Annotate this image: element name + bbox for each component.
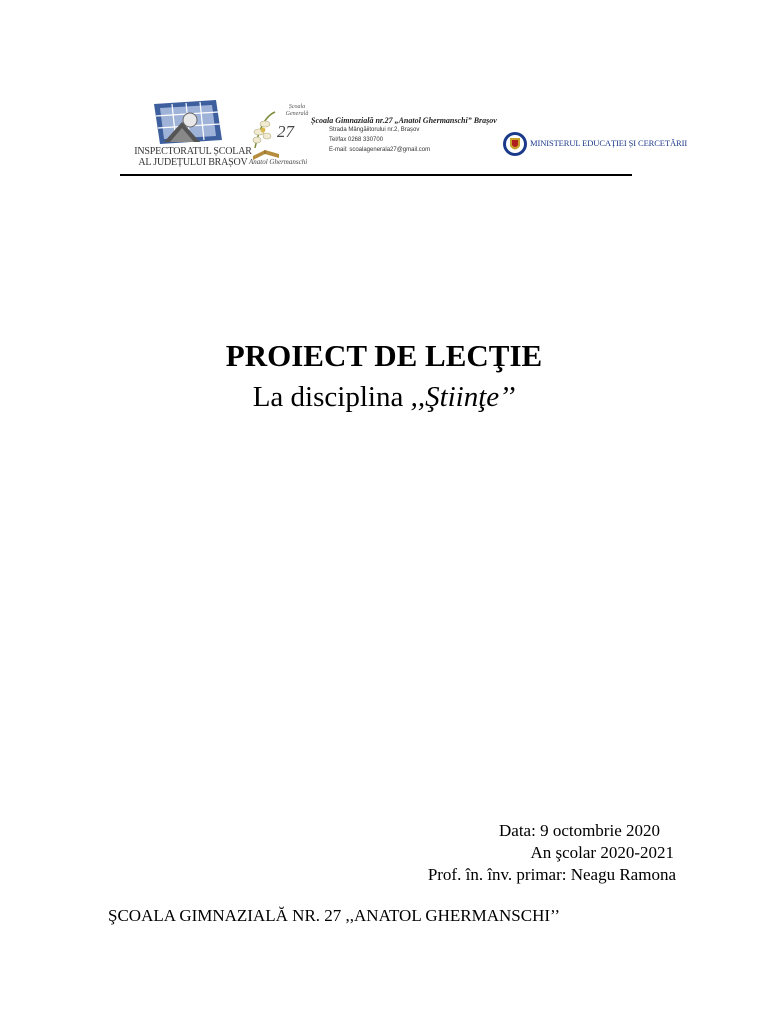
- school-email: E-mail: scoalagenerala27@gmail.com: [329, 147, 431, 153]
- school-name: Școala Gimnazială nr.27 „Anatol Ghermanschi” Brașov: [311, 116, 497, 125]
- subject-name: ,,Ştiinţe’’: [410, 381, 516, 413]
- school-year: An şcolar 2020-2021: [530, 843, 674, 862]
- ministry-crest-icon: [502, 126, 528, 162]
- teacher-name: Prof. în. înv. primar: Neagu Ramona: [427, 865, 676, 884]
- school-logo-text: Școala Generală: [285, 104, 309, 117]
- school-logo-number: 27: [277, 122, 294, 141]
- school-address: Strada Mângăiitorului nr.2, Brașov: [329, 127, 420, 133]
- document-title: PROIECT DE LECŢIE: [225, 338, 543, 373]
- ministry-name: MINISTERUL EDUCAȚIEI ȘI CERCETĂRII: [530, 138, 688, 148]
- lesson-details: [428, 820, 676, 886]
- school-contact-info: [311, 116, 501, 155]
- subtitle-prefix: La disciplina: [252, 381, 411, 413]
- header-divider: [120, 174, 632, 176]
- isj-name: [130, 146, 256, 168]
- school-logo-caption: Anatol Ghermanschi: [249, 158, 308, 166]
- isj-line-1: INSPECTORATUL ȘCOLAR: [134, 146, 252, 157]
- lesson-date: Data: 9 octombrie 2020: [499, 821, 660, 840]
- document-subtitle: [0, 380, 768, 414]
- isj-line-2: AL JUDEȚULUI BRAȘOV: [138, 157, 248, 168]
- school-phone: Tel/fax 0268 330700: [329, 137, 384, 143]
- letterhead: [120, 96, 688, 176]
- school-footer: ŞCOALA GIMNAZIALĂ NR. 27 ,,ANATOL GHERMANSCHI’’: [108, 906, 561, 925]
